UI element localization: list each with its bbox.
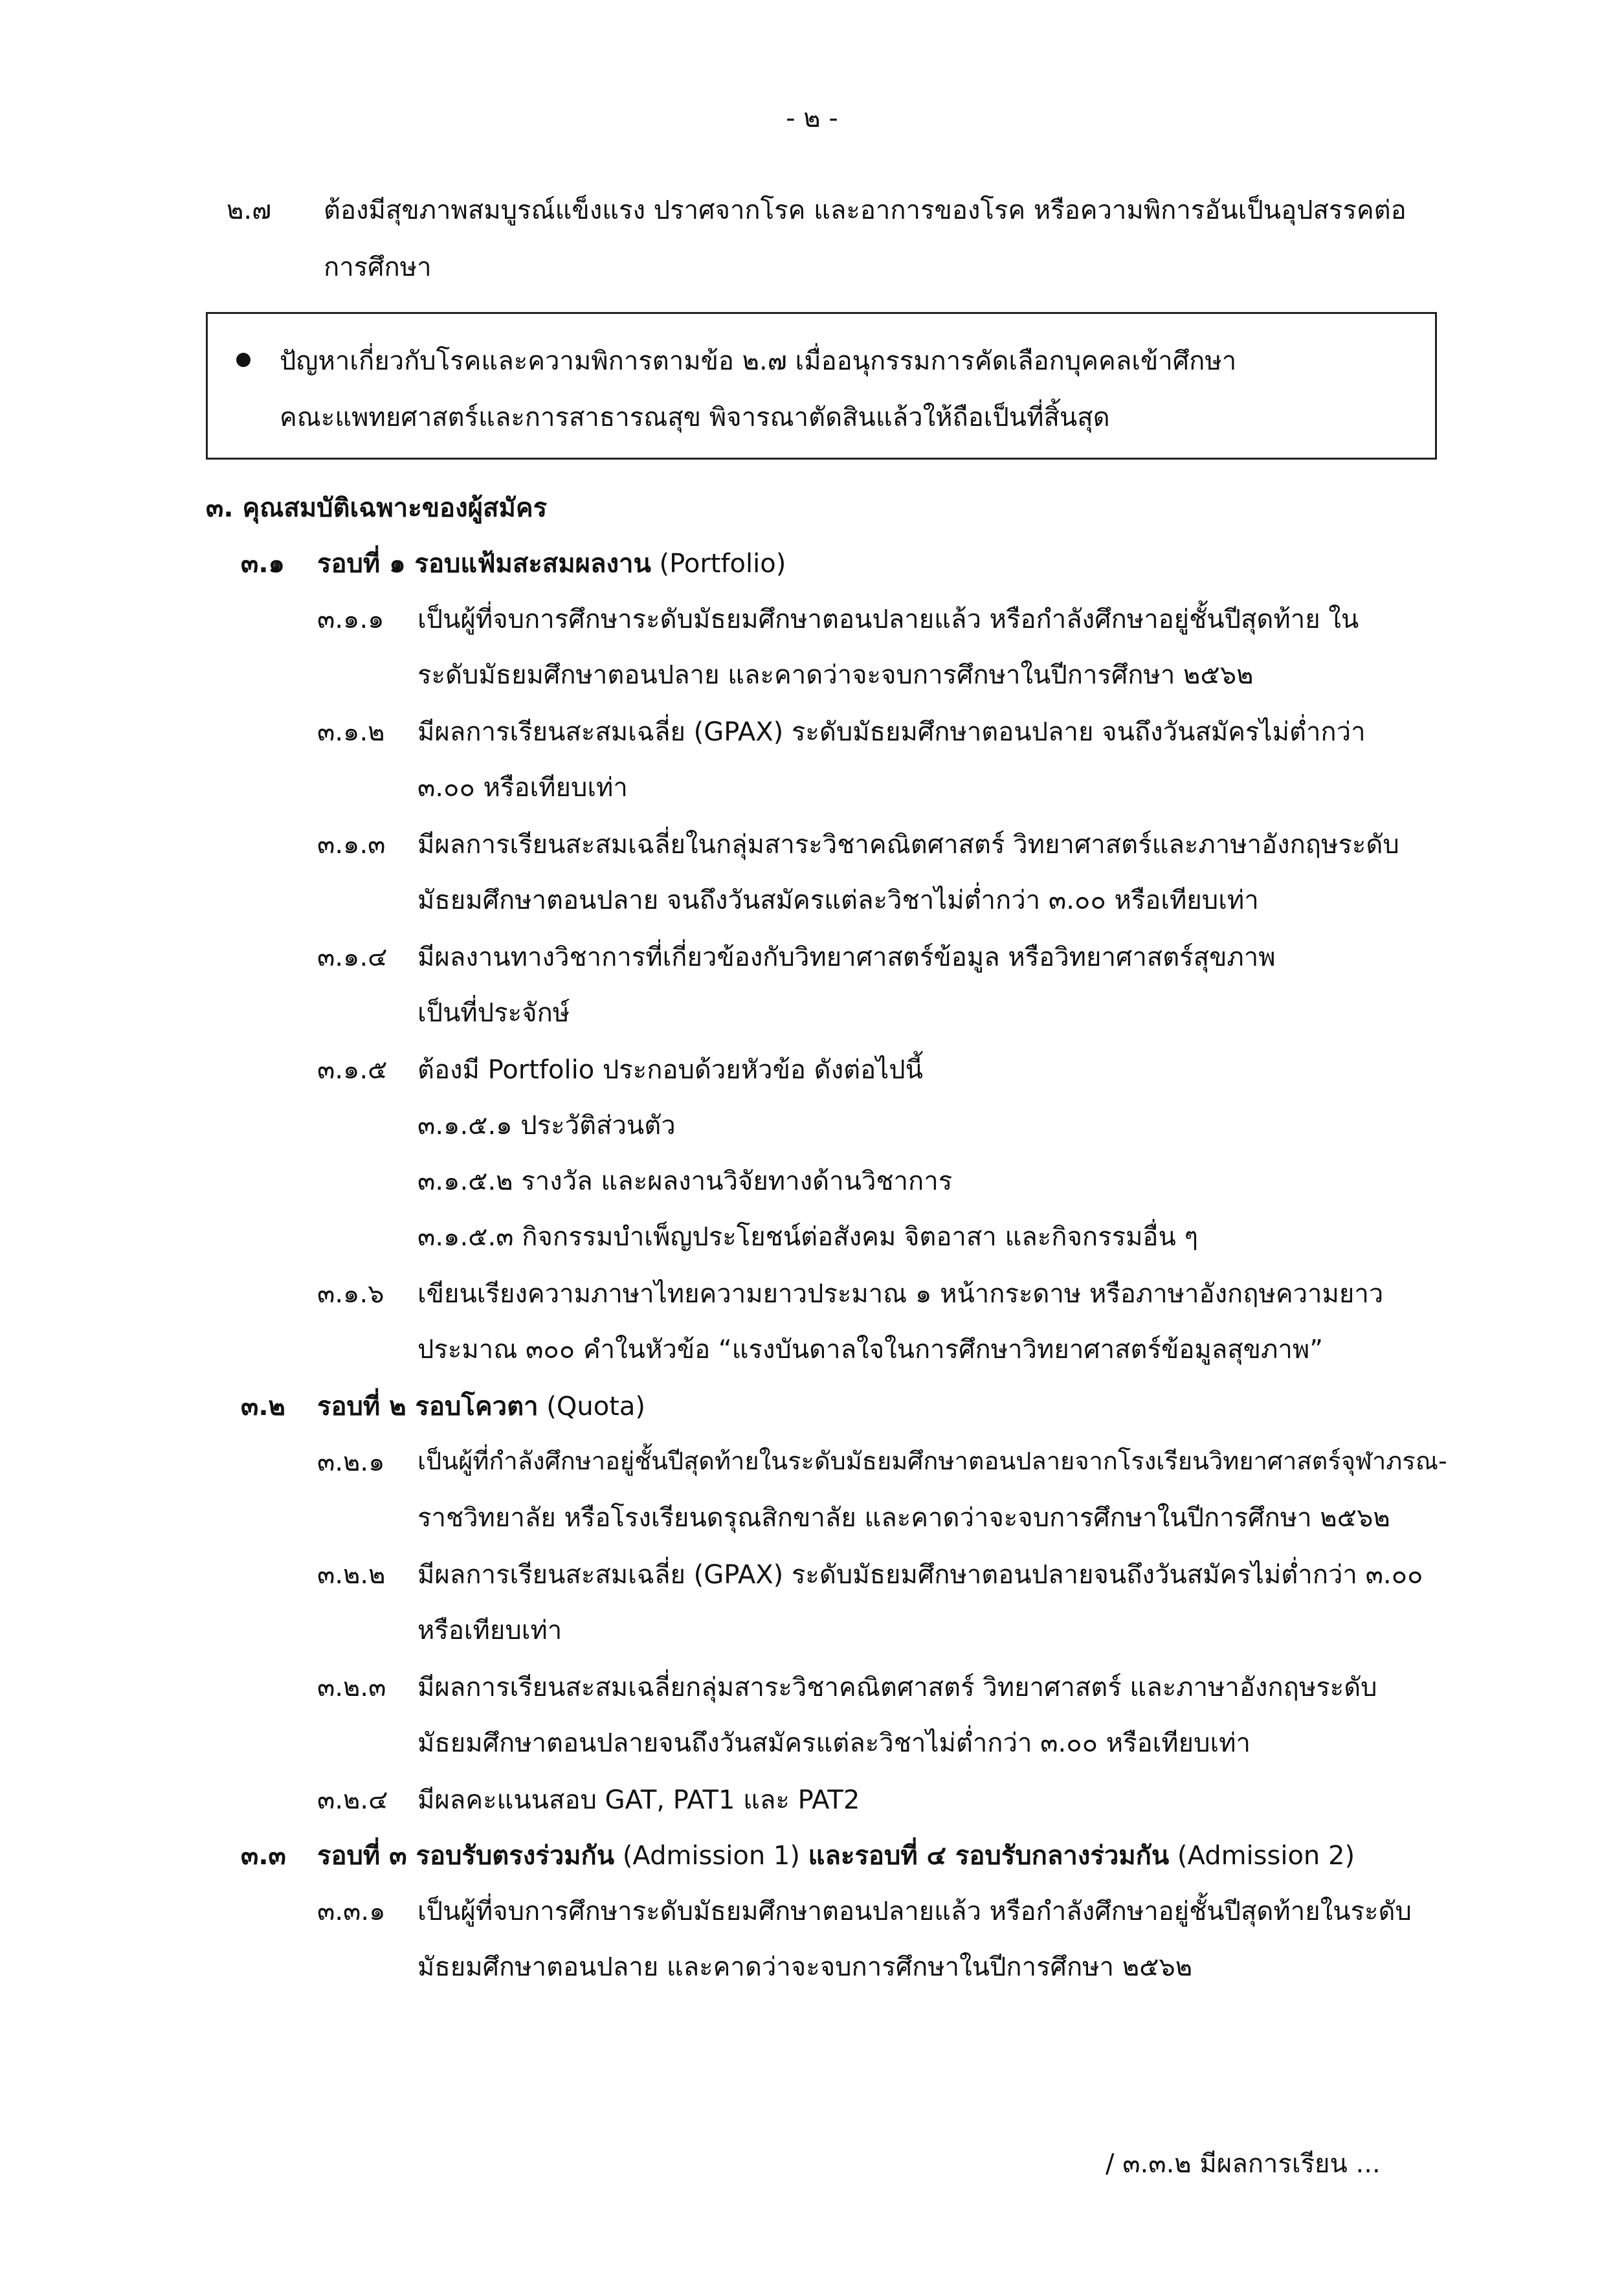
item-3-3-1-text-cont: มัธยมศึกษาตอนปลาย และคาดว่าจะจบการศึกษาในปีการศึกษา ๒๕๖๒ (417, 1952, 1193, 1982)
item-3-1-2-text-cont: ๓.๐๐ หรือเทียบเท่า (417, 773, 628, 803)
item-3-1-5-1: ๓.๑.๕.๑ ประวัติส่วนตัว (417, 1111, 676, 1141)
item-3-1-4-text-cont: เป็นที่ประจักษ์ (417, 998, 570, 1028)
item-3-3-1-number: ๓.๓.๑ (317, 1897, 386, 1926)
continuation-note: / ๓.๓.๒ มีผลการเรียน ... (1106, 2149, 1381, 2179)
page-number: - ๒ - (786, 104, 838, 133)
item-3-1-6-text-cont: ประมาณ ๓๐๐ คำในหัวข้อ “แรงบันดาลใจในการศึกษาวิทยาศาสตร์ข้อมูลสุขภาพ” (417, 1335, 1323, 1365)
round-3-title: รอบที่ ๓ รอบรับตรงร่วมกัน (Admission 1) และรอบที่ ๔ รอบรับกลางร่วมกัน (Admission 2) (317, 1841, 1355, 1871)
round-2-title: รอบที่ ๒ รอบโควตา (Quota) (317, 1392, 645, 1421)
item-3-1-5-text: ต้องมี Portfolio ประกอบด้วยหัวข้อ ดังต่อไปนี้ (417, 1055, 924, 1085)
item-2-7-text-cont: การศึกษา (324, 252, 432, 282)
item-3-1-3-number: ๓.๑.๓ (317, 830, 386, 860)
item-3-1-4-number: ๓.๑.๔ (317, 942, 388, 972)
item-3-1-3-text: มีผลการเรียนสะสมเฉลี่ยในกลุ่มสาระวิชาคณิตศาสตร์ วิทยาศาสตร์และภาษาอังกฤษระดับ (417, 830, 1399, 860)
bullet-icon (236, 353, 250, 367)
item-3-1-5-2: ๓.๑.๕.๒ รางวัล และผลงานวิจัยทางด้านวิชาการ (417, 1166, 953, 1196)
item-3-1-2-text: มีผลการเรียนสะสมเฉลี่ย (GPAX) ระดับมัธยมศึกษาตอนปลาย จนถึงวันสมัครไม่ต่ำกว่า (417, 717, 1366, 747)
item-3-1-1-text-cont: ระดับมัธยมศึกษาตอนปลาย และคาดว่าจะจบการศึกษาในปีการศึกษา ๒๕๖๒ (417, 660, 1254, 690)
item-3-3-1-text: เป็นผู้ที่จบการศึกษาระดับมัธยมศึกษาตอนปลายแล้ว หรือกำลังศึกษาอยู่ชั้นปีสุดท้ายในระดับ (417, 1897, 1412, 1926)
item-3-2-2-text: มีผลการเรียนสะสมเฉลี่ย (GPAX) ระดับมัธยมศึกษาตอนปลายจนถึงวันสมัครไม่ต่ำกว่า ๓.๐๐ (417, 1560, 1423, 1590)
item-3-1-6-number: ๓.๑.๖ (317, 1279, 384, 1309)
item-3-2-1-text: เป็นผู้ที่กำลังศึกษาอยู่ชั้นปีสุดท้ายในระดับมัธยมศึกษาตอนปลายจากโรงเรียนวิทยาศาสตร์จุฬาภรณ- (417, 1447, 1447, 1475)
item-3-2-4-number: ๓.๒.๔ (317, 1785, 388, 1815)
round-1-title: รอบที่ ๑ รอบแฟ้มสะสมผลงาน (Portfolio) (317, 549, 786, 579)
item-3-1-3-text-cont: มัธยมศึกษาตอนปลาย จนถึงวันสมัครแต่ละวิชาไม่ต่ำกว่า ๓.๐๐ หรือเทียบเท่า (417, 886, 1259, 915)
item-3-1-5-3: ๓.๑.๕.๓ กิจกรรมบำเพ็ญประโยชน์ต่อสังคม จิตอาสา และกิจกรรมอื่น ๆ (417, 1222, 1198, 1252)
item-3-2-2-number: ๓.๒.๒ (317, 1560, 386, 1590)
item-3-1-4-text: มีผลงานทางวิชาการที่เกี่ยวข้องกับวิทยาศาสตร์ข้อมูล หรือวิทยาศาสตร์สุขภาพ (417, 942, 1276, 972)
note-line-1: ปัญหาเกี่ยวกับโรคและความพิการตามข้อ ๒.๗ เมื่ออนุกรรมการคัดเลือกบุคคลเข้าศึกษา (280, 346, 1237, 376)
round-2-number: ๓.๒ (241, 1392, 285, 1421)
round-1-number: ๓.๑ (241, 549, 285, 579)
section-3-heading: ๓. คุณสมบัติเฉพาะของผู้สมัคร (206, 493, 548, 523)
item-3-2-3-text: มีผลการเรียนสะสมเฉลี่ยกลุ่มสาระวิชาคณิตศาสตร์ วิทยาศาสตร์ และภาษาอังกฤษระดับ (417, 1673, 1377, 1702)
item-3-1-2-number: ๓.๑.๒ (317, 717, 385, 747)
item-2-7-number: ๒.๗ (227, 195, 272, 225)
item-3-1-1-number: ๓.๑.๑ (317, 605, 384, 634)
note-line-2: คณะแพทยศาสตร์และการสาธารณสุข พิจารณาตัดสินแล้วให้ถือเป็นที่สิ้นสุด (280, 403, 1110, 432)
item-2-7-text: ต้องมีสุขภาพสมบูรณ์แข็งแรง ปราศจากโรค และอาการของโรค หรือความพิการอันเป็นอุปสรรคต่อ (324, 195, 1407, 225)
item-3-2-1-text-cont: ราชวิทยาลัย หรือโรงเรียนดรุณสิกขาลัย และคาดว่าจะจบการศึกษาในปีการศึกษา ๒๕๖๒ (417, 1503, 1390, 1533)
item-3-2-3-text-cont: มัธยมศึกษาตอนปลายจนถึงวันสมัครแต่ละวิชาไม่ต่ำกว่า ๓.๐๐ หรือเทียบเท่า (417, 1728, 1251, 1758)
round-3-number: ๓.๓ (241, 1841, 286, 1871)
item-3-2-1-number: ๓.๒.๑ (317, 1447, 385, 1477)
item-3-1-5-number: ๓.๑.๕ (317, 1055, 388, 1085)
item-3-2-2-text-cont: หรือเทียบเท่า (417, 1616, 562, 1645)
item-3-2-4-text: มีผลคะแนนสอบ GAT, PAT1 และ PAT2 (417, 1785, 860, 1815)
item-3-1-6-text: เขียนเรียงความภาษาไทยความยาวประมาณ ๑ หน้ากระดาษ หรือภาษาอังกฤษความยาว (417, 1279, 1384, 1309)
item-3-2-3-number: ๓.๒.๓ (317, 1673, 386, 1702)
item-3-1-1-text: เป็นผู้ที่จบการศึกษาระดับมัธยมศึกษาตอนปลายแล้ว หรือกำลังศึกษาอยู่ชั้นปีสุดท้าย ใน (417, 605, 1359, 634)
